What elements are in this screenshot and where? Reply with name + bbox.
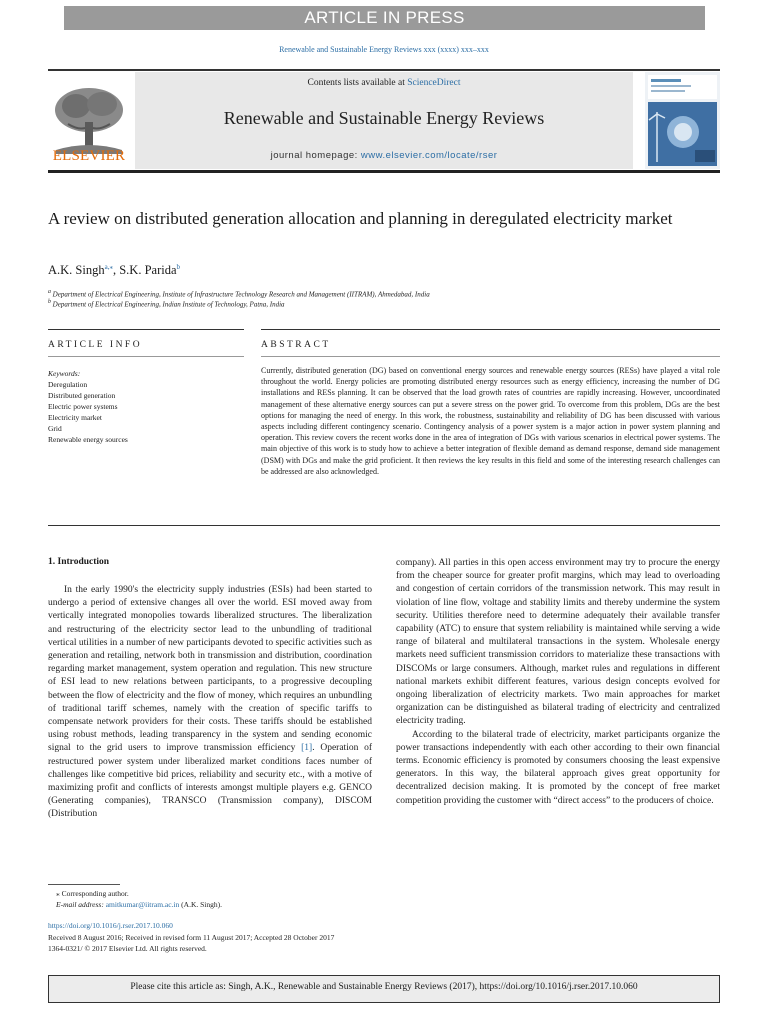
author-parida[interactable]: S.K. Parida	[119, 263, 177, 278]
abstract-divider	[261, 356, 720, 357]
article-in-press-banner: ARTICLE IN PRESS	[64, 6, 705, 30]
author-singh-affiliation-mark[interactable]: a,⁎	[104, 263, 113, 271]
article-title: A review on distributed generation allocation and planning in deregulated electricity market	[48, 209, 673, 228]
affiliation-a-mark: a	[48, 289, 51, 295]
journal-title: Renewable and Sustainable Energy Reviews	[223, 108, 545, 128]
received-dates: Received 8 August 2016; Received in revised form 11 August 2017; Accepted 28 October 2017	[48, 933, 335, 942]
keyword-item[interactable]: Renewable energy sources	[48, 435, 128, 444]
email-footnote	[56, 900, 222, 909]
contents-available-line	[135, 78, 633, 88]
publication-history	[48, 933, 334, 954]
doi-link[interactable]: https://doi.org/10.1016/j.rser.2017.10.060	[48, 921, 173, 930]
keyword-item[interactable]: Distributed generation	[48, 391, 116, 400]
right-paragraph-2: According to the bilateral trade of electricity, market participants organize the power transactions independently with each other according to their own financial terms. Economic efficiency is promoted by consumers choosing the least expensive generators. In this way, the bilateral approach gives great opportunity for decentralized decision making. It is promoted by the concept of free market competition providing the customer with “direct access” to the producers of choice.	[396, 729, 720, 806]
abstract-text: Currently, distributed generation (DG) based on conventional energy sources and renewable energy sources (RESs) have played a vital role throughout the world. Energy policies are promoting distributed energy resources such as energy efficiency, increasing the number of DG installations and RESs planning. It can be observed that the load growth rates of countries are rapidly increasing. However, uncoordinated management of these alternative energy sources can put a severe stress on the power grid. To overcome from this problem, DGs are the best options for managing the need of energy. In this work, the robustness, sustainability and reliability of DG has been discussed with various aspects including different contingency scenario. Contingency analysis of a power system is a major action in power system planning and operation. This review covers the recent works done in the area of integration of DGs with various scenarios in electrical power systems. The main objective of this work is to study how to achieve a better integration of flexible demand as demand response, demand side management (DSM) with DGs and make the grid proficient. It then reviews the key results in this field and some of the interesting research challenges can be addressed are also acknowledged.	[261, 366, 720, 476]
right-paragraph-1: company). All parties in this open access environment may try to procure the energy from the cheaper source for greater profit margins, which may lead to overloading and congestion of certain corridors of the transmission network. This may result in violation of line flow, voltage and stability limits and thereby undermine the system security. Utilities therefore need to determine adequately their available transfer capability (ATC) to ensure that system reliability is maintained while serving a wide range of bilateral and multilateral transactions in the system. Wholesale energy markets need sufficient transmission corridors to materialize these transactions with DISCOMs or large consumers. Although, market rules and regulations in different national markets exhibit different features, various design concepts evolved for ongoing liberalization of electricity markets. Two main approaches for market organization can be distinguished as bilateral trading of electricity and centralized electricity trading.	[396, 558, 720, 727]
intro-text-part2: . Operation of restructured power system under liberalized market conditions faces number of challenges like competitive bid prices, reliability and security etc., with a motive of maximizing profit and conflicts of interests amongst multiple players e.g. GENCO (Generating companies), TRANSCO (Transmission company), DISCOM (Distribution	[48, 743, 372, 820]
journal-homepage-line	[135, 150, 633, 161]
affiliation-a	[48, 289, 430, 298]
author-parida-affiliation-mark[interactable]: b	[176, 263, 181, 271]
introduction-left-paragraph	[48, 584, 372, 822]
abstract-bottom-rule	[48, 525, 720, 526]
corresponding-author-note: ⁎ Corresponding author.	[56, 889, 129, 898]
header-bottom-rule	[48, 170, 720, 173]
author-list	[48, 263, 688, 278]
intro-text-part1: In the early 1990's the electricity supply industries (ESIs) had been started to undergo a period of extensive changes all over the world. ESI moved away from vertically integrated monopolies towards liberalized structures. The liberalization and restructuring of the electricity sector lead to the unbundling of traditional vertical utilities in a number of new participants devoted to specific activities such as generation and retailing, network both in transmission and distribution, coordination regarding market management, system operation and regulation. This new structure of ESI lead to new relations between participants, to a progressive decoupling between the flow of electricity and the flow of money, which requires an unbundling of traditional tariff schemes, namely with the creation of specific tariffs to compensate network providers for their costs. These tariffs should be established using robust methods, leading transparency in the system and sending economic signal to the grid users to improve transmission efficiency	[48, 585, 372, 754]
abstract-top-rule	[261, 329, 720, 330]
article-info-divider	[48, 356, 244, 357]
affiliation-b-mark: b	[48, 299, 51, 305]
journal-reference-link[interactable]: Renewable and Sustainable Energy Reviews xxx (xxxx) xxx–xxx	[279, 45, 489, 54]
article-info-top-rule	[48, 329, 244, 330]
header-top-rule	[48, 69, 720, 71]
affiliation-a-text: Department of Electrical Engineering, Institute of Infrastructure Technology Research and Management (IITRAM), Ahmedabad, India	[52, 290, 430, 299]
citation-text: Please cite this article as: Singh, A.K., Renewable and Sustainable Energy Reviews (2017), https://doi.org/10.1016/j.rser.2017.10.060	[130, 982, 638, 992]
abstract-heading: ABSTRACT	[261, 340, 331, 350]
contents-prefix: Contents lists available at	[307, 78, 408, 88]
homepage-prefix: journal homepage:	[270, 150, 361, 161]
keyword-item[interactable]: Electricity market	[48, 413, 102, 422]
email-label: E-mail address:	[56, 900, 106, 909]
keywords-list	[48, 379, 128, 445]
footnote-rule	[48, 884, 120, 885]
journal-homepage-link[interactable]: www.elsevier.com/locate/rser	[360, 150, 498, 161]
introduction-right-column	[396, 557, 720, 808]
author-separator: ,	[112, 263, 120, 278]
keyword-item[interactable]: Grid	[48, 424, 62, 433]
affiliation-b-text: Department of Electrical Engineering, Indian Institute of Technology, Patna, India	[52, 300, 285, 309]
author-singh[interactable]: A.K. Singh	[48, 263, 105, 278]
journal-cover-thumbnail	[645, 72, 720, 169]
email-suffix: (A.K. Singh).	[179, 900, 222, 909]
copyright-line: 1364-0321/ © 2017 Elsevier Ltd. All rights reserved.	[48, 943, 207, 953]
keywords-label: Keywords:	[48, 369, 81, 378]
sciencedirect-link[interactable]: ScienceDirect	[407, 78, 461, 88]
elsevier-wordmark: ELSEVIER	[52, 148, 126, 164]
article-info-heading: ARTICLE INFO	[48, 340, 143, 350]
affiliation-b	[48, 299, 285, 308]
keyword-item[interactable]: Electric power systems	[48, 402, 118, 411]
reference-link-1[interactable]: [1]	[301, 743, 313, 754]
author-email-link[interactable]: amitkumar@iitram.ac.in	[105, 900, 180, 909]
keyword-item[interactable]: Deregulation	[48, 380, 88, 389]
section-heading-introduction: 1. Introduction	[48, 557, 110, 567]
